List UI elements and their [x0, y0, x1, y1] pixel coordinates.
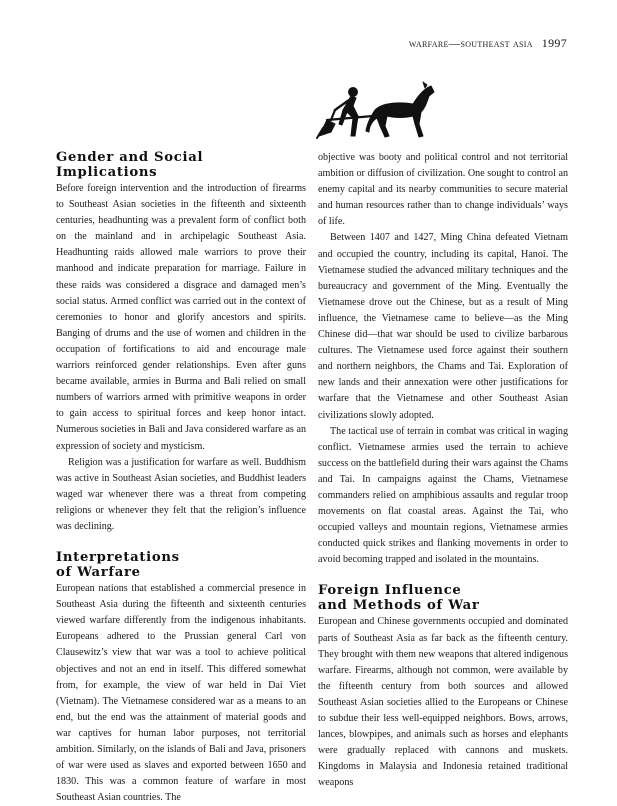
section-heading-foreign-influence	[318, 583, 568, 613]
paragraph: European and Chinese governments occupied and dominated parts of Southeast Asia as far back as the fifteenth century. They brought with them new weapons that altered indigenous warfare. Firearms, although not common, were available by the fifteenth century from both sources and allowed Southeast Asian societies allied to the Europeans or Chinese to subdue their less well-equipped neighbors. Bows, arrows, lances, blowpipes, and animals such as horses and elephants were gradually replaced with cannons and muskets. Kingdoms in Malaysia and Indonesia retained traditional weapons	[318, 616, 568, 789]
heading-line: Implications	[56, 165, 158, 180]
heading-line: Interpretations	[56, 550, 180, 566]
right-column	[318, 150, 568, 791]
heading-line: Foreign Influence	[318, 583, 462, 599]
page-number: 1997	[541, 36, 567, 50]
paragraph: The tactical use of terrain in combat was critical in waging conflict. Vietnamese armies used the terrain to achieve success on the battlefield during their wars against the Chams and Tai. In campaigns against the Chams, Vietnamese commanders relied on amphibious assaults and regular troop movements on flat coastal areas. Against the Tai, who occupied valleys and mountain regions, Vietnamese armies conducted quick strikes and flanking movements in order to avoid becoming trapped and isolated in the mountains.	[318, 425, 568, 566]
paragraph: Between 1407 and 1427, Ming China defeated Vietnam and occupied the country, including its capital, Hanoi. The Vietnamese studied the advanced military techniques and the bureaucracy and government of the Ming. Eventually the Vietnamese drove out the Chinese, but as a result of Ming influence, the Vietnamese came to believe—as the Ming Chinese did—that war should be used to civilize barbarous cultures. The Vietnamese used force against their southern and northern neighbors, the Chams and Tai. Exploration of new lands and their annexation were other justifications for warfare that the Vietnamese and other Southeast Asian civilizations slowly adopted.	[318, 232, 568, 421]
paragraph: Religion was a justification for warfare as well. Buddhism was active in Southeast Asian societies, and Buddhist leaders waged war whenever there was a threat from competing religions or whenever they felt that the religion’s influence was declining.	[56, 456, 306, 532]
paragraph: objective was booty and political control and not territorial ambition or diffusion of civilization. One sought to control an enemy capital and its nearby communities to secure material and human resources rather than to change individuals’ ways of life.	[318, 152, 568, 228]
paragraph: Before foreign intervention and the introduction of firearms to Southeast Asian societies in the fifteenth and sixteenth centuries, headhunting was a prevalent form of conflict both on the mainland and in archipelagic Southeast Asia. Headhunting raids allowed male warriors to prove their manhood and indicate preparation for marriage. Failure in these raids was considered a disgrace and damaged men’s social status. Armed conflict was carried out in the context of ceremonies to honor and glorify ancestors and spirits. Banging of drums and the use of women and children in the occupation of fortifications to aid and encourage male warriors reinforced gender relationships. Even after guns became available, armies in Burma and Bali relied on small numbers of warriors armed with primitive weapons in order to gain access to spiritual forces and keep honor intact. Numerous societies in Bali and Java considered warfare as an expression of society and mysticism.	[56, 183, 306, 452]
paragraph: European nations that established a commercial presence in Southeast Asia during the fifteenth and sixteenth centuries viewed warfare differently from the indigenous inhabitants. Europeans adhered to the Prussian general Carl von Clausewitz’s view that war was a tool to achieve political objectives and not an end in itself. This differed somewhat from, for example, the view of war held in Dai Viet (Vietnam). The Vietnamese considered war as a means to an end, but the end was the attainment of material goods and war captives for human labor purposes, not territorial ambition. Similarly, on the islands of Bali and Java, prisoners of war were used as slaves and exported between 1650 and 1830. This was a common feature of warfare in most Southeast Asian countries. The	[56, 583, 306, 804]
figure-plowing-with-horse-icon	[313, 80, 448, 140]
section-heading-gender-social	[56, 150, 306, 180]
heading-line: Gender and Social	[56, 150, 204, 165]
heading-line: and Methods of War	[318, 598, 480, 614]
left-column	[56, 150, 306, 806]
heading-line: of Warfare	[56, 565, 141, 581]
section-heading-interpretations	[56, 550, 306, 580]
running-head-title: warfare—southeast asia	[408, 38, 533, 50]
running-head	[409, 36, 567, 51]
